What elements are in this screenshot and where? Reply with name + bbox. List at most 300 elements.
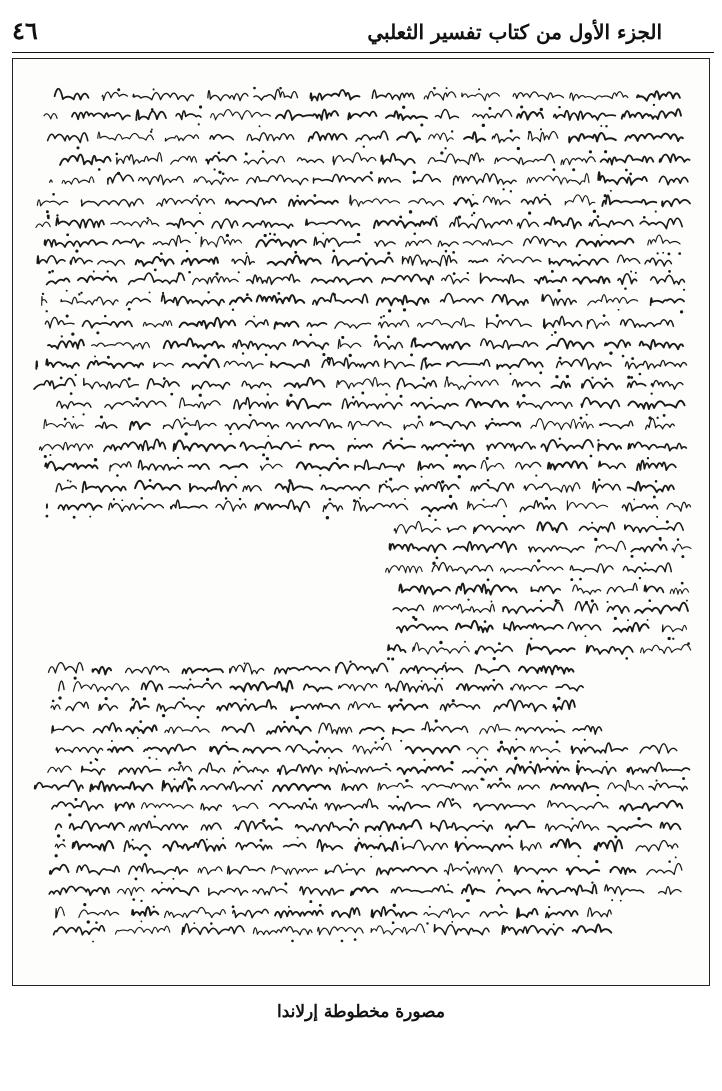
diacritic-dot <box>94 356 96 358</box>
diacritic-dot <box>387 335 390 338</box>
handwriting-stroke <box>411 403 458 409</box>
handwriting-stroke <box>253 927 312 935</box>
diacritic-dot <box>392 921 395 924</box>
diacritic-dot <box>422 377 424 379</box>
handwriting-stroke <box>389 704 428 711</box>
diacritic-dot <box>87 920 90 923</box>
diacritic-dot <box>458 216 461 219</box>
handwriting-stroke <box>662 199 690 207</box>
diacritic-dot <box>668 860 671 863</box>
handwriting-stroke <box>431 422 475 430</box>
handwriting-stroke <box>424 909 469 918</box>
diacritic-dot <box>509 373 511 375</box>
handwriting-stroke <box>548 801 608 811</box>
diacritic-dot <box>571 818 573 820</box>
handwriting-stroke <box>390 544 446 552</box>
handwriting-stroke <box>45 240 108 247</box>
diacritic-dot <box>410 353 413 356</box>
diacritic-dot <box>261 780 264 783</box>
diacritic-dot <box>405 779 408 782</box>
handwriting-stroke <box>353 743 391 754</box>
diacritic-dot <box>604 378 607 381</box>
diacritic-dot <box>269 233 271 235</box>
handwriting-stroke <box>192 381 229 389</box>
diacritic-dot <box>472 194 474 196</box>
handwriting-stroke <box>422 722 468 732</box>
diacritic-dot <box>540 128 542 130</box>
handwriting-stroke <box>528 131 558 141</box>
handwriting-stroke <box>233 803 258 810</box>
diacritic-dot <box>471 214 473 216</box>
diacritic-dot <box>436 557 439 560</box>
diacritic-dot <box>611 899 613 901</box>
diacritic-dot <box>631 555 634 558</box>
diacritic-dot <box>677 538 680 541</box>
handwriting-stroke <box>247 175 308 185</box>
diacritic-dot <box>466 861 469 864</box>
diacritic-dot <box>55 854 58 857</box>
handwriting-stroke <box>475 646 512 654</box>
handwriting-stroke <box>36 361 37 368</box>
handwriting-stroke <box>593 482 620 493</box>
diacritic-dot <box>553 168 556 171</box>
handwriting-stroke <box>272 866 318 875</box>
handwriting-stroke <box>386 111 427 120</box>
handwriting-stroke <box>418 462 443 470</box>
diacritic-dot <box>370 171 373 174</box>
diacritic-dot <box>551 270 554 273</box>
handwriting-stroke <box>56 907 65 918</box>
handwriting-stroke <box>498 746 525 754</box>
handwriting-stroke <box>415 482 459 492</box>
handwriting-stroke <box>551 783 598 792</box>
diacritic-dot <box>402 106 405 109</box>
handwriting-stroke <box>517 112 543 120</box>
handwriting-stroke <box>614 623 649 632</box>
diacritic-dot <box>349 661 351 663</box>
diacritic-dot <box>42 293 44 295</box>
diacritic-dot <box>426 922 428 924</box>
handwriting-stroke <box>531 419 593 430</box>
diacritic-dot <box>222 837 224 839</box>
diacritic-dot <box>397 795 400 798</box>
handwriting-stroke <box>625 134 683 142</box>
handwriting-stroke <box>88 361 144 369</box>
handwriting-stroke <box>247 274 300 284</box>
diacritic-dot <box>253 87 256 90</box>
handwriting-stroke <box>577 765 616 774</box>
diacritic-dot <box>681 555 684 558</box>
diacritic-dot <box>161 882 163 884</box>
handwriting-stroke <box>147 379 179 389</box>
diacritic-dot <box>262 819 265 822</box>
diacritic-dot <box>374 335 377 338</box>
diacritic-dot <box>557 760 559 762</box>
handwriting-stroke <box>169 765 192 771</box>
handwriting-stroke <box>276 482 313 492</box>
diacritic-dot <box>480 778 483 781</box>
diacritic-dot <box>450 761 453 764</box>
diacritic-dot <box>591 522 593 524</box>
diacritic-dot <box>222 172 225 175</box>
handwriting-stroke <box>102 92 127 100</box>
handwriting-stroke <box>337 377 390 388</box>
diacritic-dot <box>143 697 146 700</box>
handwriting-stroke <box>242 381 271 388</box>
diacritic-dot <box>663 414 666 417</box>
handwriting-stroke <box>463 240 512 246</box>
handwriting-stroke <box>142 681 163 691</box>
diacritic-dot <box>399 698 402 701</box>
handwriting-stroke <box>111 220 159 227</box>
diacritic-dot <box>128 308 131 311</box>
diacritic-dot <box>424 357 427 360</box>
handwriting-stroke <box>244 156 284 164</box>
handwriting-stroke <box>182 924 244 935</box>
handwriting-stroke <box>486 422 521 429</box>
diacritic-dot <box>672 638 674 640</box>
handwriting-stroke <box>647 863 682 874</box>
diacritic-dot <box>244 662 246 664</box>
diacritic-dot <box>204 354 207 357</box>
diacritic-dot <box>603 314 606 317</box>
handwriting-stroke <box>599 461 625 468</box>
diacritic-dot <box>400 437 403 440</box>
handwriting-stroke <box>432 563 493 574</box>
diacritic-dot <box>225 497 228 500</box>
diacritic-dot <box>539 371 542 374</box>
diacritic-dot <box>432 562 435 565</box>
handwriting-stroke <box>183 359 219 368</box>
handwriting-stroke <box>36 222 50 227</box>
diacritic-dot <box>98 168 101 171</box>
handwriting-stroke <box>165 135 198 141</box>
handwriting-stroke <box>438 241 458 247</box>
handwriting-stroke <box>573 277 609 284</box>
diacritic-dot <box>329 498 332 501</box>
diacritic-dot <box>400 836 402 838</box>
diacritic-dot <box>639 577 641 579</box>
handwriting-stroke <box>660 154 690 162</box>
diacritic-dot <box>478 88 480 90</box>
diacritic-dot <box>309 900 312 903</box>
diacritic-dot <box>279 87 282 90</box>
handwriting-stroke <box>210 746 238 754</box>
handwriting-stroke <box>431 821 492 832</box>
diacritic-dot <box>183 417 185 419</box>
handwriting-stroke <box>462 885 484 895</box>
handwriting-stroke <box>403 840 448 850</box>
handwriting-stroke <box>538 885 597 895</box>
handwriting-stroke <box>201 823 221 830</box>
diacritic-dot <box>90 761 93 764</box>
diacritic-dot <box>182 697 185 700</box>
diacritic-dot <box>648 599 651 602</box>
diacritic-dot <box>604 194 607 197</box>
diacritic-dot <box>606 761 608 763</box>
handwriting-stroke <box>169 683 221 689</box>
handwriting-stroke <box>421 359 440 369</box>
handwriting-stroke <box>557 358 612 369</box>
handwriting-stroke <box>310 444 333 450</box>
diacritic-dot <box>56 214 58 216</box>
handwriting-stroke <box>516 462 541 469</box>
handwriting-stroke <box>404 421 423 429</box>
handwriting-stroke <box>56 484 76 492</box>
diacritic-dot <box>558 106 561 109</box>
handwriting-stroke <box>457 684 503 691</box>
handwriting-stroke <box>73 841 114 851</box>
handwriting-stroke <box>476 665 510 674</box>
diacritic-dot <box>162 292 164 294</box>
handwriting-stroke <box>480 724 511 734</box>
diacritic-dot <box>132 898 135 901</box>
diacritic-dot <box>96 331 99 334</box>
handwriting-stroke <box>162 295 225 306</box>
diacritic-dot <box>70 480 72 482</box>
handwriting-stroke <box>312 277 372 284</box>
handwriting-stroke <box>371 907 416 918</box>
diacritic-dot <box>218 151 221 154</box>
diacritic-dot <box>153 88 155 90</box>
handwriting-stroke <box>513 92 563 100</box>
handwriting-stroke <box>391 886 452 893</box>
diacritic-dot <box>288 479 291 482</box>
handwriting-stroke <box>492 134 519 143</box>
handwriting-stroke <box>90 781 152 791</box>
handwriting-stroke <box>348 421 391 430</box>
handwriting-stroke <box>165 727 209 734</box>
handwriting-stroke <box>275 666 330 673</box>
handwriting-stroke <box>98 132 154 140</box>
handwriting-stroke <box>467 499 506 510</box>
diacritic-dot <box>631 357 634 360</box>
diacritic-dot <box>60 377 63 380</box>
handwriting-stroke <box>411 339 469 349</box>
handwriting-stroke <box>296 822 359 831</box>
handwriting-stroke <box>530 746 560 752</box>
diacritic-dot <box>451 130 453 132</box>
diacritic-dot <box>556 740 559 743</box>
handwriting-stroke <box>193 277 238 285</box>
handwriting-stroke <box>356 131 388 141</box>
handwriting-stroke <box>622 109 681 119</box>
diacritic-dot <box>435 216 437 218</box>
handwriting-stroke <box>628 482 674 493</box>
handwriting-stroke <box>422 444 474 451</box>
handwriting-stroke <box>332 908 360 918</box>
handwriting-stroke <box>628 381 646 387</box>
handwriting-stroke <box>50 180 52 182</box>
diacritic-dot <box>80 292 82 294</box>
handwriting-stroke <box>297 462 349 470</box>
handwriting-stroke <box>500 565 562 573</box>
diacritic-dot <box>656 516 658 518</box>
handwriting-stroke <box>608 824 651 831</box>
handwriting-stroke <box>483 196 510 204</box>
diacritic-dot <box>624 287 627 290</box>
handwriting-stroke <box>547 339 593 350</box>
handwriting-stroke <box>52 726 84 733</box>
diacritic-dot <box>520 105 523 108</box>
handwriting-stroke <box>153 235 190 245</box>
diacritic-dot <box>570 578 573 581</box>
handwriting-stroke <box>551 839 581 848</box>
diacritic-dot <box>332 250 335 253</box>
handwriting-stroke <box>628 401 684 409</box>
handwriting-stroke <box>402 255 456 266</box>
handwriting-stroke <box>471 483 513 492</box>
handwriting-stroke <box>110 462 131 471</box>
diacritic-dot <box>215 272 218 275</box>
diacritic-dot <box>149 479 152 482</box>
handwriting-stroke <box>424 91 456 100</box>
diacritic-dot <box>413 337 416 340</box>
handwriting-stroke <box>268 256 321 265</box>
handwriting-stroke <box>549 259 608 266</box>
handwriting-stroke <box>442 275 469 284</box>
handwriting-stroke <box>136 110 166 120</box>
diacritic-dot <box>78 293 80 295</box>
handwriting-stroke <box>142 803 193 809</box>
diacritic-dot <box>111 740 113 742</box>
handwriting-stroke <box>620 801 682 811</box>
handwriting-stroke <box>428 153 484 164</box>
diacritic-dot <box>188 271 191 274</box>
handwriting-stroke <box>60 155 111 165</box>
handwriting-stroke <box>225 420 278 430</box>
handwriting-stroke <box>381 154 415 165</box>
diacritic-dot <box>389 440 391 442</box>
handwriting-stroke <box>554 111 616 120</box>
handwriting-stroke <box>542 295 576 306</box>
diacritic-dot <box>199 394 202 397</box>
diacritic-dot <box>380 316 382 318</box>
handwriting-stroke <box>180 398 221 409</box>
diacritic-dot <box>446 376 449 379</box>
diacritic-dot <box>441 480 444 483</box>
diacritic-dot <box>151 108 154 111</box>
diacritic-dot <box>393 904 396 907</box>
handwriting-stroke <box>130 701 149 710</box>
manuscript-caption: مصورة مخطوطة إرلاندا <box>276 1002 446 1022</box>
diacritic-dot <box>548 906 550 908</box>
diacritic-dot <box>409 210 412 213</box>
diacritic-dot <box>490 601 492 603</box>
diacritic-dot <box>139 720 142 723</box>
diacritic-dot <box>423 759 425 761</box>
handwriting-stroke <box>52 801 103 810</box>
diacritic-dot <box>586 414 588 416</box>
diacritic-dot <box>610 190 612 192</box>
handwriting-stroke <box>216 501 246 511</box>
handwriting-stroke <box>371 924 424 935</box>
handwriting-stroke <box>289 200 338 206</box>
handwriting-stroke <box>474 803 535 810</box>
handwriting-stroke <box>243 486 261 492</box>
handwriting-stroke <box>116 802 135 810</box>
handwriting-stroke <box>573 585 601 594</box>
handwriting-stroke <box>236 843 272 850</box>
diacritic-dot <box>675 856 677 858</box>
diacritic-dot <box>681 582 684 585</box>
handwriting-stroke <box>625 360 686 369</box>
handwriting-stroke <box>492 295 528 305</box>
handwriting-stroke <box>670 588 688 594</box>
diacritic-dot <box>556 720 558 722</box>
diacritic-dot <box>545 497 548 500</box>
handwriting-stroke <box>394 522 440 534</box>
diacritic-dot <box>445 250 448 253</box>
handwriting-stroke <box>108 747 133 752</box>
handwriting-stroke <box>570 92 628 101</box>
diacritic-dot <box>354 438 356 440</box>
handwriting-stroke <box>243 747 280 752</box>
handwriting-stroke <box>659 176 688 184</box>
diacritic-dot <box>444 147 446 149</box>
handwriting-stroke <box>253 887 287 895</box>
diacritic-dot <box>657 252 659 254</box>
handwriting-stroke <box>287 419 342 428</box>
handwriting-stroke <box>138 460 182 470</box>
handwriting-stroke <box>335 322 371 329</box>
diacritic-dot <box>662 252 664 254</box>
diacritic-dot <box>149 292 151 294</box>
diacritic-dot <box>70 392 73 395</box>
diacritic-dot <box>326 516 329 519</box>
handwriting-stroke <box>529 546 584 552</box>
handwriting-stroke <box>348 444 372 451</box>
diacritic-dot <box>141 921 143 923</box>
handwriting-stroke <box>649 783 687 791</box>
diacritic-dot <box>259 125 261 127</box>
diacritic-dot <box>514 757 517 760</box>
diacritic-dot <box>501 906 503 908</box>
diacritic-dot <box>297 837 299 839</box>
handwriting-stroke <box>544 217 581 228</box>
diacritic-dot <box>594 538 597 541</box>
diacritic-dot <box>61 335 63 337</box>
handwriting-stroke <box>333 153 376 165</box>
diacritic-dot <box>51 270 54 273</box>
handwriting-stroke <box>164 339 224 349</box>
diacritic-dot <box>82 413 84 415</box>
handwriting-stroke <box>313 293 368 305</box>
handwriting-stroke <box>582 380 613 388</box>
diacritic-dot <box>327 357 330 360</box>
diacritic-dot <box>429 906 431 908</box>
diacritic-dot <box>229 433 231 435</box>
diacritic-dot <box>174 778 176 780</box>
handwriting-stroke <box>171 156 197 164</box>
diacritic-dot <box>464 641 466 643</box>
handwriting-stroke <box>444 864 502 875</box>
diacritic-dot <box>389 478 392 481</box>
handwriting-stroke <box>81 199 143 207</box>
handwriting-stroke <box>276 110 338 120</box>
handwriting-stroke <box>568 622 601 630</box>
handwriting-stroke <box>273 784 330 791</box>
diacritic-dot <box>135 878 138 881</box>
handwriting-stroke <box>163 840 225 851</box>
diacritic-dot <box>52 700 55 703</box>
diacritic-dot <box>104 315 107 318</box>
diacritic-dot <box>115 153 118 156</box>
handwriting-stroke <box>386 566 422 573</box>
handwriting-stroke <box>379 484 408 492</box>
diacritic-dot <box>333 293 336 296</box>
handwriting-stroke <box>40 442 93 450</box>
